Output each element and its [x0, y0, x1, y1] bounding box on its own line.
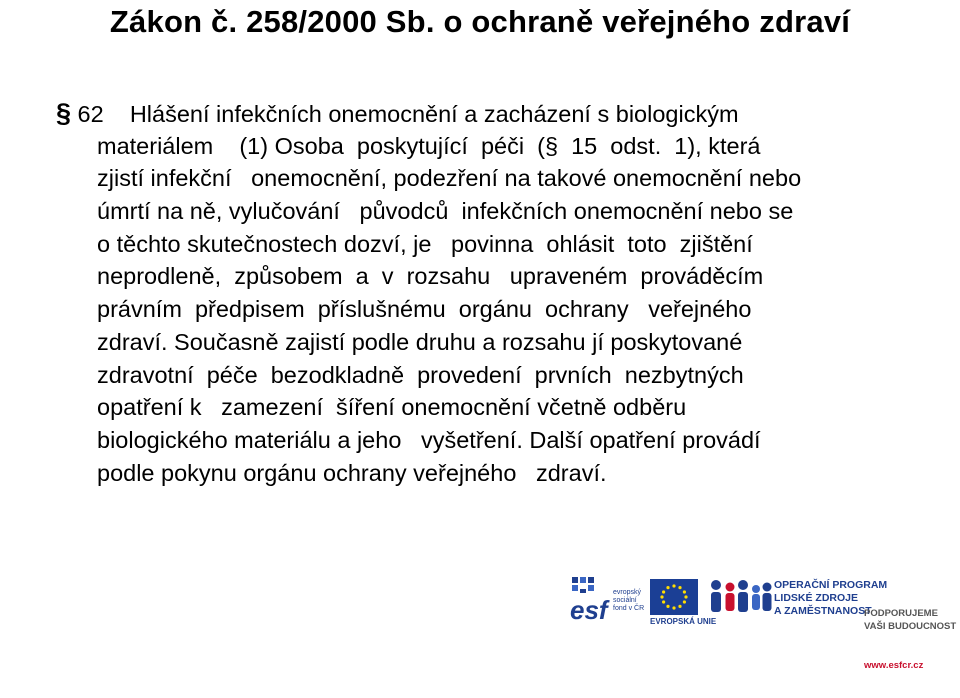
support-text: PODPORUJEME VAŠI BUDOUCNOST [864, 608, 957, 632]
text-line-2: materiálem (1) Osoba poskytující péči (§ 15 odst. 1), která [97, 132, 761, 159]
text-line-10: opatření k zamezení šíření onemocnění včetně odběru [97, 394, 687, 421]
esf-wordmark: esf [570, 595, 608, 625]
eu-flag-icon [650, 579, 698, 615]
support-slogan [864, 581, 956, 698]
text-line-1 [56, 97, 936, 130]
text-line-4: úmrtí na ně, vylučování původců infekčních onemocnění nebo se [97, 198, 794, 225]
document-title: Zákon č. 258/2000 Sb. o ochraně veřejného zdraví [109, 4, 851, 39]
op-program-text: OPERAČNÍ PROGRAM LIDSKÉ ZDROJE A ZAMĚSTNANOST [774, 579, 888, 617]
eu-caption: EVROPSKÁ UNIE [650, 617, 717, 626]
text-line-8: zdraví. Současně zajistí podle druhu a rozsahu jí poskytované [97, 328, 743, 355]
funding-logos [568, 575, 960, 671]
text-line-5: o těchto skutečnostech dozví, je povinna ohlásit toto zjištění [97, 230, 753, 257]
esf-caption: evropský sociální fond v ČR [613, 589, 645, 612]
text-line-3: zjistí infekční onemocnění, podezření na takové onemocnění nebo [97, 165, 802, 192]
paragraph-sign: § [56, 98, 72, 128]
text-line-12: podle pokynu orgánu ochrany veřejného zdraví. [97, 459, 607, 486]
text-line-11: biologického materiálu a jeho vyšetření. Další opatření provádí [97, 426, 761, 453]
esf-stars-icon [572, 577, 594, 593]
op-figures-icon [711, 580, 772, 612]
text-line-1-content: 62 Hlášení infekčních onemocnění a zacházení s biologickým [71, 101, 739, 127]
text-line-6: neprodleně, způsobem a v rozsahu upraveném prováděcím [97, 263, 764, 290]
text-line-7: právním předpisem příslušnému orgánu ochrany veřejného [97, 296, 752, 323]
law-text [56, 97, 936, 489]
text-line-9: zdravotní péče bezodkladně provedení prvních nezbytných [97, 361, 744, 388]
support-url[interactable]: www.esfcr.cz [864, 660, 924, 671]
